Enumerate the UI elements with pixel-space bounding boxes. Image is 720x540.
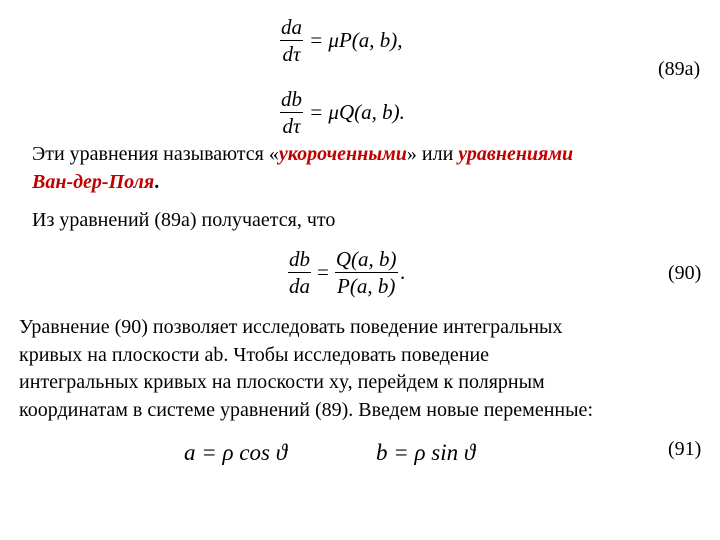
term-shortened: укороченными	[278, 143, 407, 165]
term-van-der-pol: Ван-дер-Поля	[32, 170, 155, 193]
equation-91-right: b = ρ sin ϑ	[376, 440, 476, 465]
paragraph-line: интегральных кривых на плоскости xy, перейдем к полярным	[19, 371, 545, 393]
paragraph-line	[32, 141, 702, 169]
equation-label-90: (90)	[668, 262, 702, 284]
equation-89a-line2	[280, 86, 405, 139]
equation-rhs: = μQ(a, b).	[309, 100, 405, 124]
paragraph-equation-90	[19, 314, 719, 424]
text-run: .	[154, 170, 160, 193]
numerator: da	[281, 15, 302, 39]
paragraph-short-equations	[32, 141, 702, 196]
paragraph-line: координатам в системе уравнений (89). Введем новые переменные:	[19, 398, 593, 421]
numerator: Q(a, b)	[335, 247, 397, 271]
equals-sign: =	[317, 260, 329, 284]
paragraph-line	[32, 169, 702, 197]
numerator: db	[289, 247, 310, 271]
equation-rhs: = μP(a, b),	[309, 28, 403, 52]
paragraph-from-equations: Из уравнений (89a) получается, что	[32, 209, 336, 231]
numerator: db	[281, 87, 302, 111]
denominator: da	[289, 274, 310, 298]
equation-label-91: (91)	[668, 438, 702, 460]
denominator: dτ	[282, 42, 301, 66]
period: .	[400, 260, 406, 284]
term-equations: уравнениями	[458, 143, 574, 165]
equation-90	[288, 246, 406, 299]
paragraph-line: кривых на плоскости ab. Чтобы исследовать поведение	[19, 343, 490, 366]
fraction	[280, 14, 303, 67]
equation-91-left: a = ρ cos ϑ	[184, 440, 288, 465]
denominator: dτ	[282, 114, 301, 138]
fraction-left	[288, 246, 311, 299]
fraction	[280, 86, 303, 139]
text-run: » или	[406, 143, 459, 165]
paragraph-line: Уравнение (90) позволяет исследовать поведение интегральных	[19, 316, 563, 338]
denominator: P(a, b)	[337, 274, 396, 298]
text-run: Эти уравнения называются «	[32, 143, 279, 165]
equation-89a-line1	[280, 14, 403, 67]
fraction-right	[335, 246, 398, 299]
equation-label-89a: (89a)	[658, 58, 701, 80]
